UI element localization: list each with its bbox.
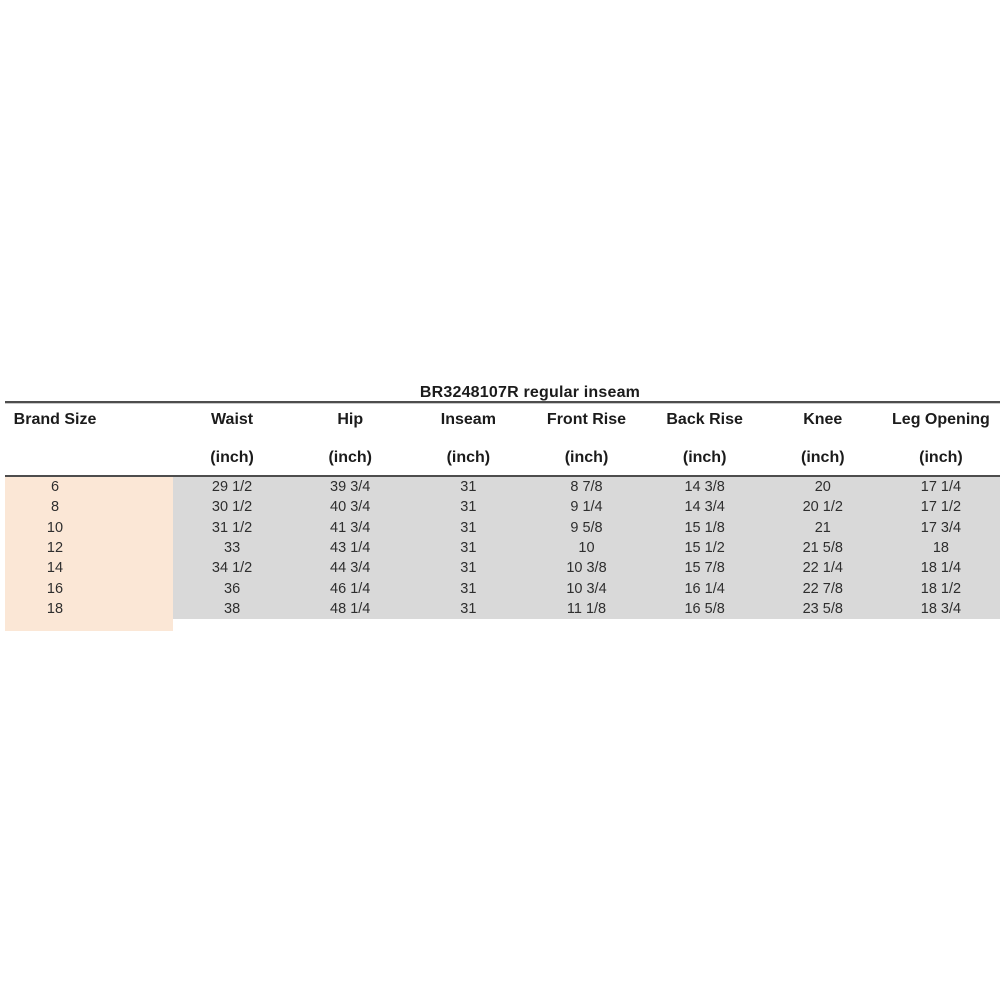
table-cell: 31 (409, 518, 527, 538)
table-cell: 14 3/4 (646, 497, 764, 517)
header-cell-hip (291, 403, 409, 475)
table-cell: 10 3/8 (527, 558, 645, 578)
table-cell: 38 (173, 599, 291, 619)
table-cell: 20 (764, 477, 882, 497)
header-cell-leg-opening (882, 403, 1000, 475)
table-cell: 44 3/4 (291, 558, 409, 578)
table-cell: 16 1/4 (646, 579, 764, 599)
table-cell: 39 3/4 (291, 477, 409, 497)
table-cell: 14 (5, 558, 173, 578)
chart-title: BR3248107R regular inseam (419, 384, 641, 401)
table-cell: 40 3/4 (291, 497, 409, 517)
table-cell: 33 (173, 538, 291, 558)
table-cell: 46 1/4 (291, 579, 409, 599)
header-cell-inseam (409, 403, 527, 475)
table-cell: 21 5/8 (764, 538, 882, 558)
header-cell-waist (173, 403, 291, 475)
column-label: Back Rise (666, 411, 743, 428)
table-cell: 43 1/4 (291, 538, 409, 558)
header-cell-front-rise (527, 403, 645, 475)
table-cell: 31 1/2 (173, 518, 291, 538)
table-cell: 31 (409, 538, 527, 558)
table-cell: 17 1/4 (882, 477, 1000, 497)
header-cell-knee (764, 403, 882, 475)
table-cell: 17 3/4 (882, 518, 1000, 538)
table-cell: 23 5/8 (764, 599, 882, 619)
table-header-row (5, 403, 1000, 475)
table-cell: 6 (5, 477, 173, 497)
table-cell: 21 (764, 518, 882, 538)
table-cell: 34 1/2 (173, 558, 291, 578)
column-label: Front Rise (546, 411, 627, 428)
header-cell-back-rise (646, 403, 764, 475)
table-cell: 17 1/2 (882, 497, 1000, 517)
column-unit: (inch) (801, 449, 845, 466)
table-cell: 11 1/8 (527, 599, 645, 619)
brand-column-footer-strip (5, 619, 173, 631)
table-cell: 14 3/8 (646, 477, 764, 497)
table-cell: 15 7/8 (646, 558, 764, 578)
table-cell: 10 (5, 518, 173, 538)
table-cell: 18 1/2 (882, 579, 1000, 599)
column-label: Hip (337, 411, 364, 428)
table-cell: 20 1/2 (764, 497, 882, 517)
table-cell: 10 3/4 (527, 579, 645, 599)
table-cell: 15 1/2 (646, 538, 764, 558)
table-cell: 16 (5, 579, 173, 599)
table-cell: 9 1/4 (527, 497, 645, 517)
table-cell: 16 5/8 (646, 599, 764, 619)
column-unit: (inch) (446, 449, 491, 466)
size-table-body (5, 477, 1000, 619)
table-cell: 31 (409, 477, 527, 497)
column-unit: (inch) (564, 449, 609, 466)
column-unit: (inch) (919, 449, 963, 466)
column-label: Inseam (440, 411, 496, 428)
table-cell: 22 1/4 (764, 558, 882, 578)
table-cell: 31 (409, 558, 527, 578)
column-unit: (inch) (210, 449, 254, 466)
table-cell: 31 (409, 579, 527, 599)
table-cell: 18 3/4 (882, 599, 1000, 619)
column-label: Waist (211, 411, 254, 428)
table-cell: 12 (5, 538, 173, 558)
column-label: Brand Size (13, 411, 97, 428)
table-cell: 10 (527, 538, 645, 558)
column-label: Knee (803, 411, 843, 428)
table-cell: 31 (409, 497, 527, 517)
column-unit: (inch) (682, 449, 727, 466)
table-cell: 18 (5, 599, 173, 619)
table-cell: 8 (5, 497, 173, 517)
table-cell: 15 1/8 (646, 518, 764, 538)
table-cell: 18 (882, 538, 1000, 558)
table-cell: 29 1/2 (173, 477, 291, 497)
table-cell: 41 3/4 (291, 518, 409, 538)
table-cell: 8 7/8 (527, 477, 645, 497)
table-cell: 30 1/2 (173, 497, 291, 517)
header-cell-brand-size (5, 403, 173, 475)
column-label: Leg Opening (892, 411, 990, 428)
table-cell: 36 (173, 579, 291, 599)
table-cell: 9 5/8 (527, 518, 645, 538)
column-unit: (inch) (328, 449, 372, 466)
table-cell: 18 1/4 (882, 558, 1000, 578)
table-cell: 31 (409, 599, 527, 619)
table-cell: 22 7/8 (764, 579, 882, 599)
column-unit (5, 449, 173, 467)
table-cell: 48 1/4 (291, 599, 409, 619)
